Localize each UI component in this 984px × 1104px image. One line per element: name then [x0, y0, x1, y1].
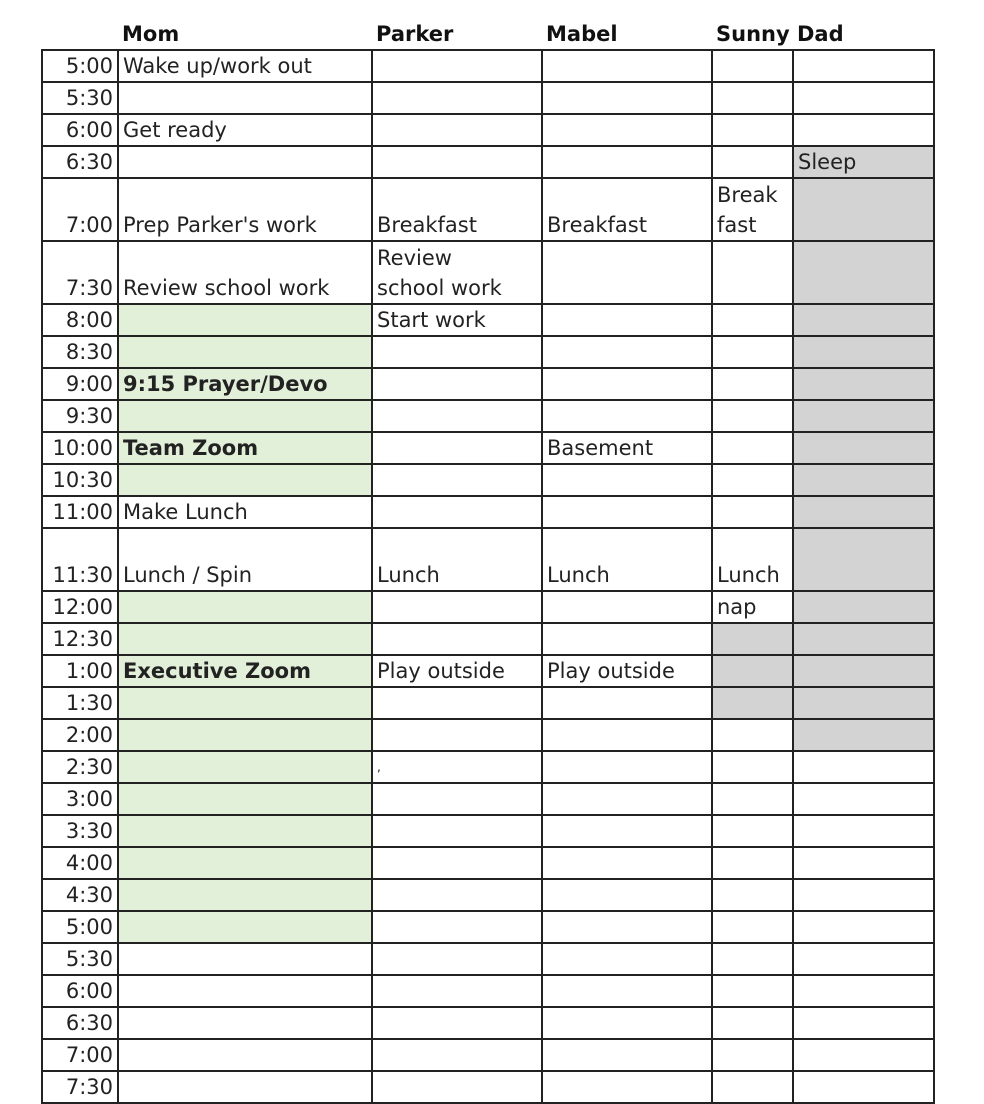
- dad-cell: [793, 719, 934, 751]
- parker-cell: [372, 464, 542, 496]
- time-cell: 7:30: [42, 241, 118, 304]
- dad-cell: [793, 50, 934, 82]
- sunny-cell: [712, 146, 793, 178]
- mom-cell: Lunch / Spin: [118, 528, 372, 591]
- dad-cell: [793, 528, 934, 591]
- time-cell: 11:00: [42, 496, 118, 528]
- dad-cell: [793, 879, 934, 911]
- dad-cell: [793, 1071, 934, 1103]
- sunny-cell: [712, 1007, 793, 1039]
- table-row: [42, 82, 934, 114]
- mom-cell: [118, 911, 372, 943]
- table-row: [42, 783, 934, 815]
- mabel-cell: Basement: [542, 432, 712, 464]
- header-mabel: Mabel: [546, 22, 618, 46]
- header-parker: Parker: [376, 22, 454, 46]
- time-cell: 6:30: [42, 1007, 118, 1039]
- table-row: [42, 751, 934, 783]
- table-row: [42, 591, 934, 623]
- parker-cell: ,: [372, 751, 542, 783]
- time-cell: 11:30: [42, 528, 118, 591]
- time-cell: 5:30: [42, 943, 118, 975]
- mabel-cell: [542, 719, 712, 751]
- parker-cell: [372, 943, 542, 975]
- table-row: [42, 911, 934, 943]
- mom-cell: [118, 687, 372, 719]
- dad-cell: [793, 975, 934, 1007]
- dad-cell: [793, 336, 934, 368]
- column-header-row: [0, 18, 984, 50]
- dad-cell: [793, 114, 934, 146]
- mom-cell: [118, 591, 372, 623]
- dad-cell: [793, 432, 934, 464]
- time-cell: 5:00: [42, 50, 118, 82]
- sunny-cell: [712, 623, 793, 655]
- sunny-cell: [712, 911, 793, 943]
- mom-cell: [118, 1039, 372, 1071]
- sunny-cell: [712, 719, 793, 751]
- parker-cell-line: school work: [377, 276, 502, 300]
- table-row: [42, 687, 934, 719]
- table-row: [42, 975, 934, 1007]
- mabel-cell: [542, 336, 712, 368]
- table-row: [42, 1071, 934, 1103]
- parker-cell: [372, 496, 542, 528]
- table-row: [42, 400, 934, 432]
- dad-cell: [793, 815, 934, 847]
- mabel-cell: [542, 591, 712, 623]
- parker-cell: [372, 146, 542, 178]
- dad-cell: Sleep: [793, 146, 934, 178]
- mom-cell: [118, 400, 372, 432]
- sunny-cell: Lunch: [712, 528, 793, 591]
- mom-cell: [118, 943, 372, 975]
- dad-cell: [793, 943, 934, 975]
- time-cell: 8:30: [42, 336, 118, 368]
- mabel-cell: Play outside: [542, 655, 712, 687]
- mom-cell: [118, 623, 372, 655]
- header-mom: Mom: [122, 22, 180, 46]
- sunny-cell: [712, 432, 793, 464]
- sunny-cell-line: fast: [717, 213, 757, 237]
- parker-cell: [372, 847, 542, 879]
- parker-cell: [372, 368, 542, 400]
- mom-cell: Review school work: [118, 241, 372, 304]
- sunny-cell: nap: [712, 591, 793, 623]
- sunny-cell: [712, 368, 793, 400]
- parker-cell: [372, 783, 542, 815]
- header-sunny: Sunny: [716, 22, 790, 46]
- time-cell: 1:30: [42, 687, 118, 719]
- table-row: [42, 943, 934, 975]
- sunny-cell: [712, 496, 793, 528]
- mabel-cell: [542, 1007, 712, 1039]
- sunny-cell: [712, 655, 793, 687]
- parker-cell: [372, 1071, 542, 1103]
- time-cell: 7:30: [42, 1071, 118, 1103]
- sunny-cell: [712, 82, 793, 114]
- sunny-cell: [712, 1071, 793, 1103]
- mom-cell: [118, 847, 372, 879]
- time-cell: 9:00: [42, 368, 118, 400]
- parker-cell: [372, 719, 542, 751]
- sunny-cell-line: Break: [717, 183, 778, 207]
- mom-cell: Wake up/work out: [118, 50, 372, 82]
- parker-cell: [372, 879, 542, 911]
- time-cell: 4:00: [42, 847, 118, 879]
- mom-cell: [118, 815, 372, 847]
- mabel-cell: [542, 1039, 712, 1071]
- dad-cell: [793, 304, 934, 336]
- mom-cell: Get ready: [118, 114, 372, 146]
- sunny-cell: [712, 815, 793, 847]
- table-row: [42, 241, 934, 304]
- table-row: [42, 464, 934, 496]
- table-row: [42, 336, 934, 368]
- dad-cell: [793, 623, 934, 655]
- mom-cell: Make Lunch: [118, 496, 372, 528]
- parker-cell: Play outside: [372, 655, 542, 687]
- table-row: [42, 1007, 934, 1039]
- mom-cell: Team Zoom: [118, 432, 372, 464]
- schedule-table: [41, 49, 935, 1104]
- parker-cell: [372, 975, 542, 1007]
- mom-cell: [118, 1071, 372, 1103]
- sunny-cell: [712, 241, 793, 304]
- table-row: [42, 847, 934, 879]
- sunny-cell: [712, 178, 793, 241]
- mabel-cell: [542, 687, 712, 719]
- dad-cell: [793, 655, 934, 687]
- mabel-cell: [542, 847, 712, 879]
- mabel-cell: [542, 50, 712, 82]
- time-cell: 3:00: [42, 783, 118, 815]
- table-row: [42, 528, 934, 591]
- dad-cell: [793, 591, 934, 623]
- dad-cell: [793, 847, 934, 879]
- table-row: [42, 114, 934, 146]
- time-cell: 2:30: [42, 751, 118, 783]
- time-cell: 6:00: [42, 114, 118, 146]
- mabel-cell: [542, 783, 712, 815]
- parker-cell: [372, 400, 542, 432]
- sunny-cell: [712, 114, 793, 146]
- time-cell: 4:30: [42, 879, 118, 911]
- parker-cell: [372, 82, 542, 114]
- parker-cell: Breakfast: [372, 178, 542, 241]
- dad-cell: [793, 400, 934, 432]
- time-cell: 6:00: [42, 975, 118, 1007]
- parker-cell: [372, 911, 542, 943]
- mom-cell: [118, 783, 372, 815]
- table-row: [42, 879, 934, 911]
- time-cell: 2:00: [42, 719, 118, 751]
- mabel-cell: [542, 82, 712, 114]
- table-row: [42, 655, 934, 687]
- mabel-cell: [542, 1071, 712, 1103]
- dad-cell: [793, 1039, 934, 1071]
- mom-cell: [118, 464, 372, 496]
- table-row: [42, 304, 934, 336]
- mom-cell: [118, 975, 372, 1007]
- sunny-cell: [712, 304, 793, 336]
- parker-cell-line: Review: [377, 246, 452, 270]
- table-row: [42, 496, 934, 528]
- mabel-cell: [542, 815, 712, 847]
- dad-cell: [793, 687, 934, 719]
- mabel-cell: [542, 975, 712, 1007]
- mabel-cell: [542, 241, 712, 304]
- dad-cell: [793, 82, 934, 114]
- mom-cell: [118, 336, 372, 368]
- sunny-cell: [712, 879, 793, 911]
- table-row: [42, 815, 934, 847]
- mabel-cell: [542, 368, 712, 400]
- parker-cell: Start work: [372, 304, 542, 336]
- parker-cell: [372, 336, 542, 368]
- mabel-cell: [542, 879, 712, 911]
- parker-cell: Lunch: [372, 528, 542, 591]
- parker-cell: [372, 241, 542, 304]
- mom-cell: 9:15 Prayer/Devo: [118, 368, 372, 400]
- mabel-cell: [542, 464, 712, 496]
- dad-cell: [793, 368, 934, 400]
- mabel-cell: Breakfast: [542, 178, 712, 241]
- table-row: [42, 146, 934, 178]
- mom-cell: [118, 751, 372, 783]
- time-cell: 3:30: [42, 815, 118, 847]
- parker-cell: [372, 1039, 542, 1071]
- mom-cell: [118, 719, 372, 751]
- dad-cell: [793, 783, 934, 815]
- sunny-cell: [712, 464, 793, 496]
- sunny-cell: [712, 751, 793, 783]
- table-row: [42, 1039, 934, 1071]
- mom-cell: Prep Parker's work: [118, 178, 372, 241]
- mom-cell: [118, 146, 372, 178]
- sunny-cell: [712, 943, 793, 975]
- table-row: [42, 368, 934, 400]
- parker-cell: [372, 50, 542, 82]
- mabel-cell: [542, 911, 712, 943]
- mabel-cell: Lunch: [542, 528, 712, 591]
- parker-cell: [372, 687, 542, 719]
- sunny-cell: [712, 975, 793, 1007]
- sunny-cell: [712, 783, 793, 815]
- mabel-cell: [542, 304, 712, 336]
- mabel-cell: [542, 496, 712, 528]
- parker-cell: [372, 114, 542, 146]
- parker-cell: [372, 591, 542, 623]
- dad-cell: [793, 464, 934, 496]
- sunny-cell: [712, 847, 793, 879]
- mabel-cell: [542, 400, 712, 432]
- mom-cell: [118, 82, 372, 114]
- time-cell: 9:30: [42, 400, 118, 432]
- table-row: [42, 623, 934, 655]
- time-cell: 7:00: [42, 178, 118, 241]
- sunny-cell: [712, 687, 793, 719]
- mabel-cell: [542, 943, 712, 975]
- dad-cell: [793, 241, 934, 304]
- time-cell: 7:00: [42, 1039, 118, 1071]
- mom-cell: Executive Zoom: [118, 655, 372, 687]
- time-cell: 5:30: [42, 82, 118, 114]
- sunny-cell: [712, 1039, 793, 1071]
- sunny-cell: [712, 336, 793, 368]
- dad-cell: [793, 1007, 934, 1039]
- parker-cell: [372, 432, 542, 464]
- mabel-cell: [542, 146, 712, 178]
- mabel-cell: [542, 623, 712, 655]
- sunny-cell: [712, 400, 793, 432]
- time-cell: 10:30: [42, 464, 118, 496]
- table-row: [42, 50, 934, 82]
- mabel-cell: [542, 114, 712, 146]
- time-cell: 1:00: [42, 655, 118, 687]
- sunny-cell: [712, 50, 793, 82]
- table-row: [42, 719, 934, 751]
- dad-cell: [793, 496, 934, 528]
- mom-cell: [118, 304, 372, 336]
- table-row: [42, 432, 934, 464]
- time-cell: 6:30: [42, 146, 118, 178]
- mom-cell: [118, 1007, 372, 1039]
- dad-cell: [793, 178, 934, 241]
- mabel-cell: [542, 751, 712, 783]
- time-cell: 5:00: [42, 911, 118, 943]
- time-cell: 10:00: [42, 432, 118, 464]
- parker-cell: [372, 815, 542, 847]
- time-cell: 12:00: [42, 591, 118, 623]
- time-cell: 8:00: [42, 304, 118, 336]
- parker-cell: [372, 1007, 542, 1039]
- mom-cell: [118, 879, 372, 911]
- dad-cell: [793, 911, 934, 943]
- dad-cell: [793, 751, 934, 783]
- table-row: [42, 178, 934, 241]
- parker-cell: [372, 623, 542, 655]
- header-dad: Dad: [797, 22, 844, 46]
- time-cell: 12:30: [42, 623, 118, 655]
